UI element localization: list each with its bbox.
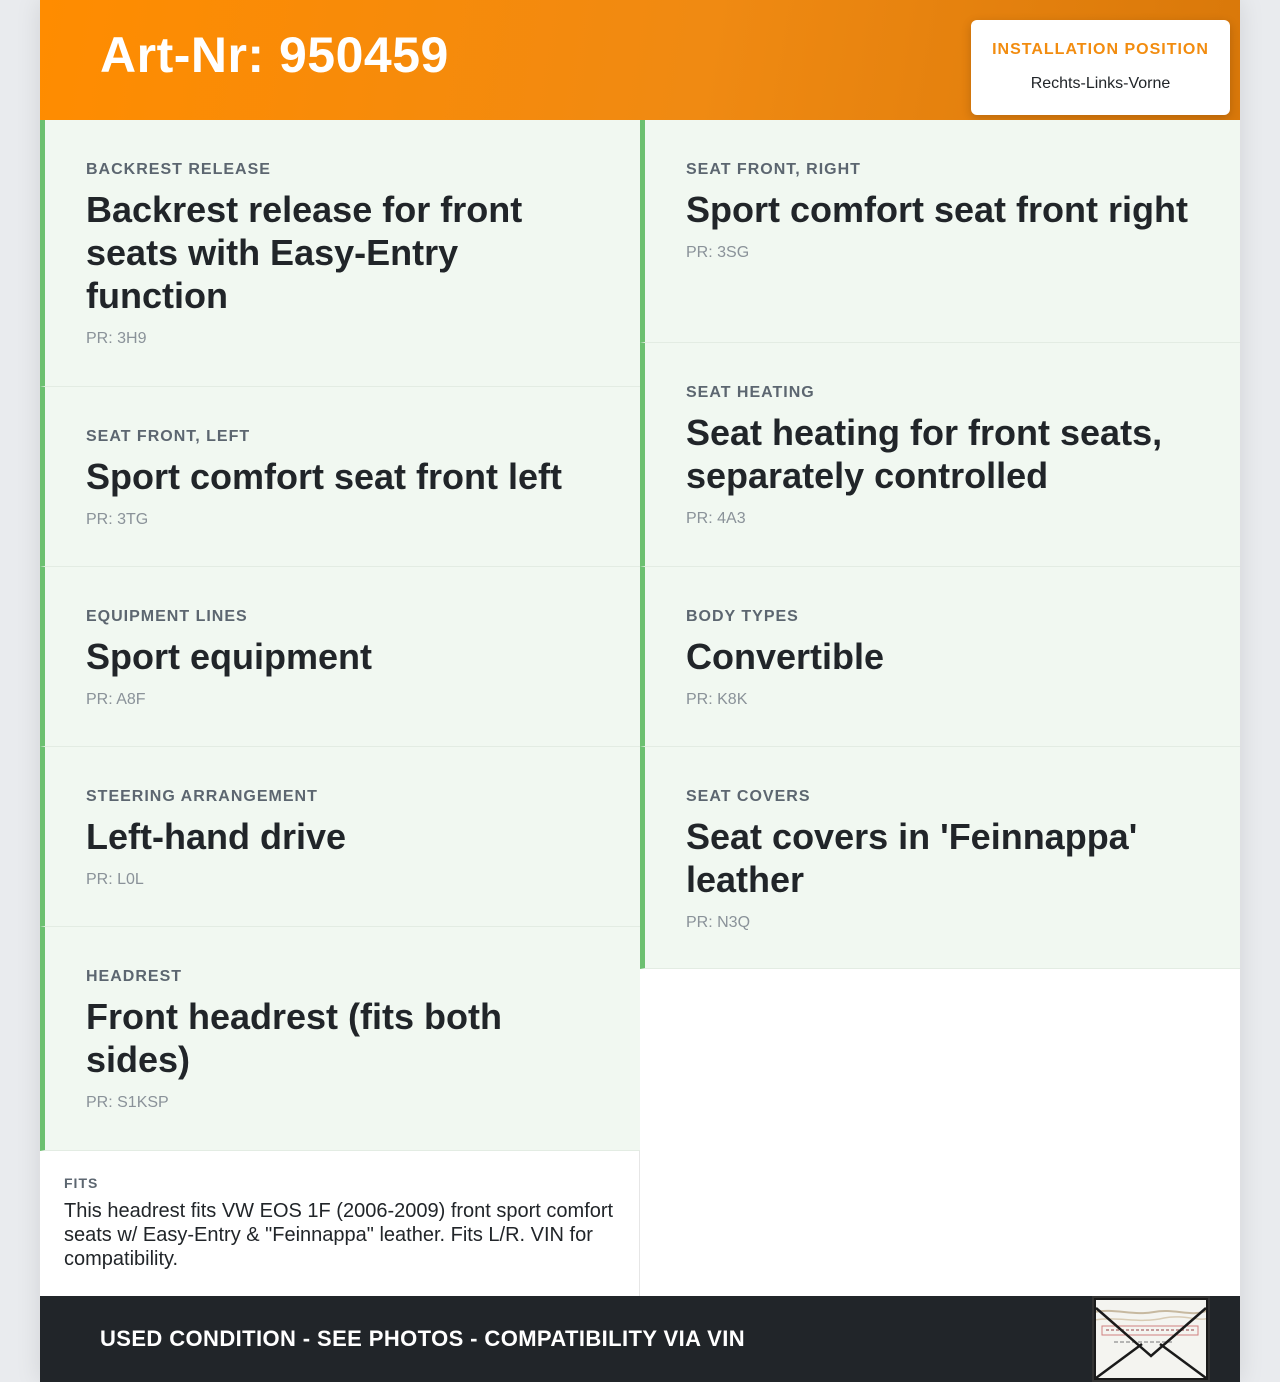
spec-pr-code: PR: K8K (686, 691, 748, 708)
installation-position-value: Rechts-Links-Vorne (1030, 75, 1171, 92)
spec-label: BODY TYPES (686, 608, 799, 625)
envelope-stamp-graphic (1094, 1298, 1208, 1380)
installation-position-card (971, 20, 1230, 115)
spec-title: Sport equipment (86, 636, 372, 677)
spec-cell-headrest (40, 927, 640, 1151)
spec-cell-seat-front-left (40, 387, 640, 567)
footer-condition-text: USED CONDITION - SEE PHOTOS - COMPATIBILITY VIA VIN (100, 1326, 746, 1351)
spec-title: Sport comfort seat front left (86, 456, 563, 497)
spec-label: SEAT HEATING (686, 384, 815, 401)
spec-pr-code: PR: S1KSP (86, 1094, 169, 1111)
spec-label: SEAT FRONT, LEFT (86, 428, 251, 445)
header-banner (40, 0, 1240, 120)
fits-description: This headrest fits VW EOS 1F (2006-2009) front sport comfort seats w/ Easy-Entry & "Feinnappa" leather. Fits L/R. VIN for compatibility. (64, 1200, 614, 1270)
spec-pr-code: PR: L0L (86, 871, 144, 888)
spec-label: BACKREST RELEASE (86, 161, 271, 178)
spec-cell-backrest-release (40, 120, 640, 387)
fits-section (40, 1151, 640, 1296)
spec-title: Convertible (686, 636, 885, 677)
footer-bar (40, 1296, 1240, 1382)
spec-title: Seat covers in 'Feinnappa' leather (686, 816, 1138, 900)
spec-title: Backrest release for front seats with Easy-Entry function (86, 189, 523, 316)
spec-title: Left-hand drive (86, 816, 347, 857)
spec-label: HEADREST (86, 968, 183, 985)
spec-cell-equipment-lines (40, 567, 640, 747)
spec-label: SEAT FRONT, RIGHT (686, 161, 861, 178)
spec-pr-code: PR: 3H9 (86, 330, 147, 347)
spec-title: Seat heating for front seats, separately controlled (686, 412, 1163, 496)
spec-pr-code: PR: 4A3 (686, 510, 746, 527)
spec-label: EQUIPMENT LINES (86, 608, 248, 625)
article-number-title: Art-Nr: 950459 (100, 27, 449, 83)
spec-sheet (40, 0, 1240, 1382)
spec-cell-steering-arrangement (40, 747, 640, 927)
installation-position-label: INSTALLATION POSITION (992, 41, 1209, 58)
fits-label: FITS (64, 1175, 99, 1191)
spec-cell-seat-covers (640, 747, 1240, 969)
spec-pr-code: PR: 3TG (86, 511, 149, 528)
spec-pr-code: PR: 3SG (686, 244, 750, 261)
spec-pr-code: PR: N3Q (686, 914, 751, 931)
spec-label: STEERING ARRANGEMENT (86, 788, 318, 805)
spec-label: SEAT COVERS (686, 788, 811, 805)
spec-pr-code: PR: A8F (86, 691, 146, 708)
spec-title: Sport comfort seat front right (686, 189, 1188, 230)
spec-cell-seat-heating (640, 343, 1240, 567)
spec-cell-body-types (640, 567, 1240, 747)
spec-title: Front headrest (fits both sides) (86, 996, 502, 1080)
spec-cell-seat-front-right (640, 120, 1240, 343)
envelope-stamp-icon (1092, 1296, 1210, 1382)
